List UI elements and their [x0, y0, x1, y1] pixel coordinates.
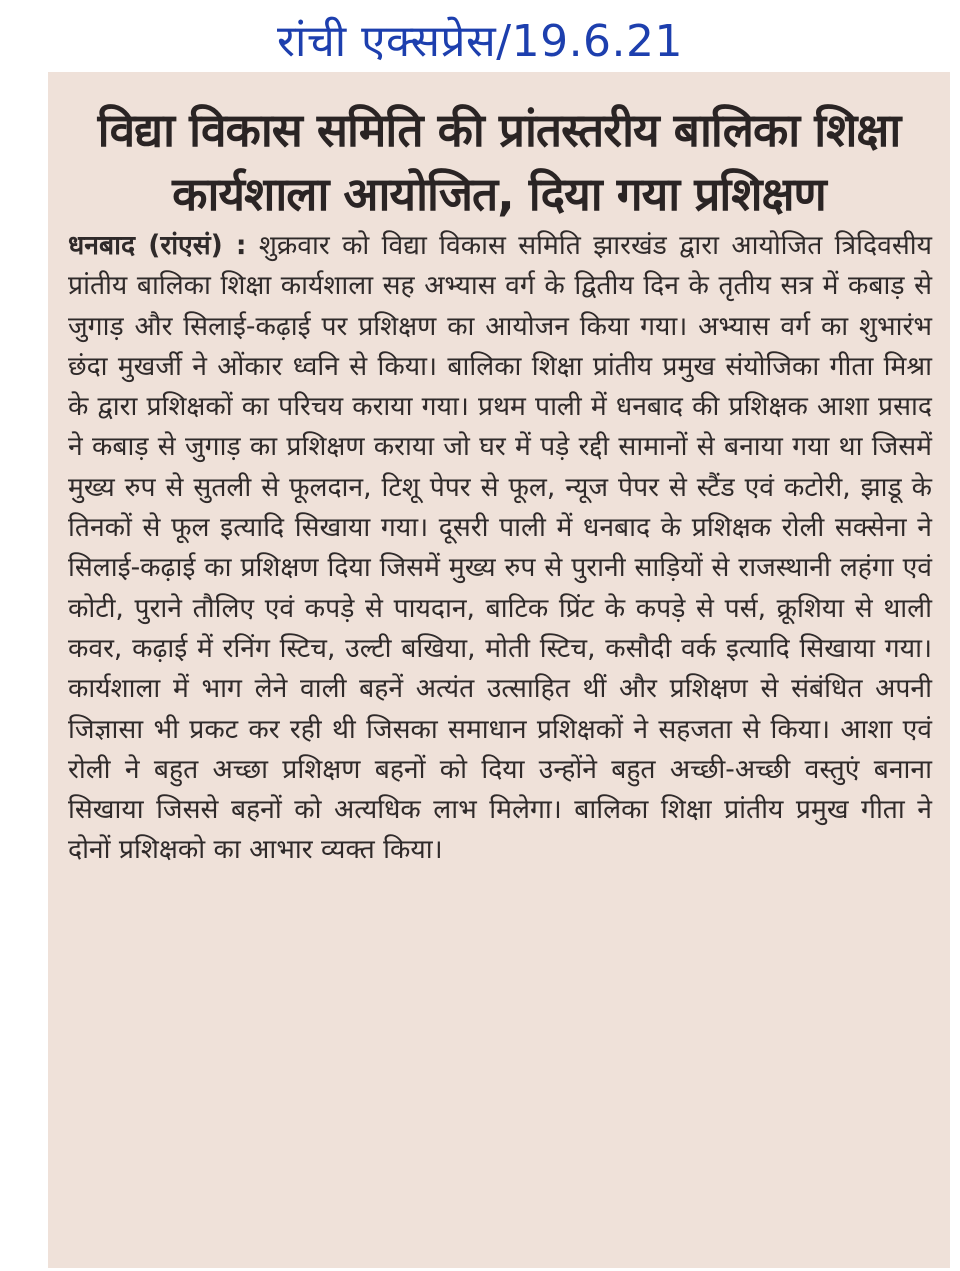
article-dateline: धनबाद (रांएसं) :	[68, 230, 247, 261]
newspaper-clipping	[48, 72, 950, 1268]
article-body	[48, 226, 950, 871]
source-caption: रांची एक्सप्रेस/19.6.21	[276, 16, 684, 67]
article-headline: विद्या विकास समिति की प्रांतस्तरीय बालिका शिक्षा कार्यशाला आयोजित, दिया गया प्रशिक्षण	[97, 103, 901, 221]
article-text: शुक्रवार को विद्या विकास समिति झारखंड द्वारा आयोजित त्रिदिवसीय प्रांतीय बालिका शिक्षा कार्यशाला सह अभ्यास वर्ग के द्वितीय दिन के तृतीय सत्र में कबाड़ से जुगाड़ और सिलाई-कढ़ाई पर प्रशिक्षण का आयोजन किया गया। अभ्यास वर्ग का शुभारंभ छंदा मुखर्जी ने ओंकार ध्वनि से किया। बालिका शिक्षा प्रांतीय प्रमुख संयोजिका गीता मिश्रा के द्वारा प्रशिक्षकों का परिचय कराया गया। प्रथम पाली में धनबाद की प्रशिक्षक आशा प्रसाद ने कबाड़ से जुगाड़ का प्रशिक्षण कराया जो घर में पड़े रद्दी सामानों से बनाया गया था जिसमें मुख्य रुप से सुतली से फूलदान, टिशू पेपर से फूल, न्यूज पेपर से स्टैंड एवं कटोरी, झाडू के तिनकों से फूल इत्यादि सिखाया गया। दूसरी पाली में धनबाद के प्रशिक्षक रोली सक्सेना ने सिलाई-कढ़ाई का प्रशिक्षण दिया जिसमें मुख्य रुप से पुरानी साड़ियों से राजस्थानी लहंगा एवं कोटी, पुराने तौलिए एवं कपड़े से पायदान, बाटिक प्रिंट के कपड़े से पर्स, क्रूशिया से थाली कवर, कढ़ाई में रनिंग स्टिच, उल्टी बखिया, मोती स्टिच, कसौदी वर्क इत्यादि सिखाया गया। कार्यशाला में भाग लेने वाली बहनें अत्यंत उत्साहित थीं और प्रशिक्षण से संबंधित अपनी जिज्ञासा भी प्रकट कर रही थी जिसका समाधान प्रशिक्षकों ने सहजता से किया। आशा एवं रोली ने बहुत अच्छा प्रशिक्षण बहनों को दिया उन्होंने बहुत अच्छी-अच्छी वस्तुएं बनाना सिखाया जिससे बहनों को अत्यधिक लाभ मिलेगा। बालिका शिक्षा प्रांतीय प्रमुख गीता ने दोनों प्रशिक्षको का आभार व्यक्त किया।	[68, 230, 932, 866]
